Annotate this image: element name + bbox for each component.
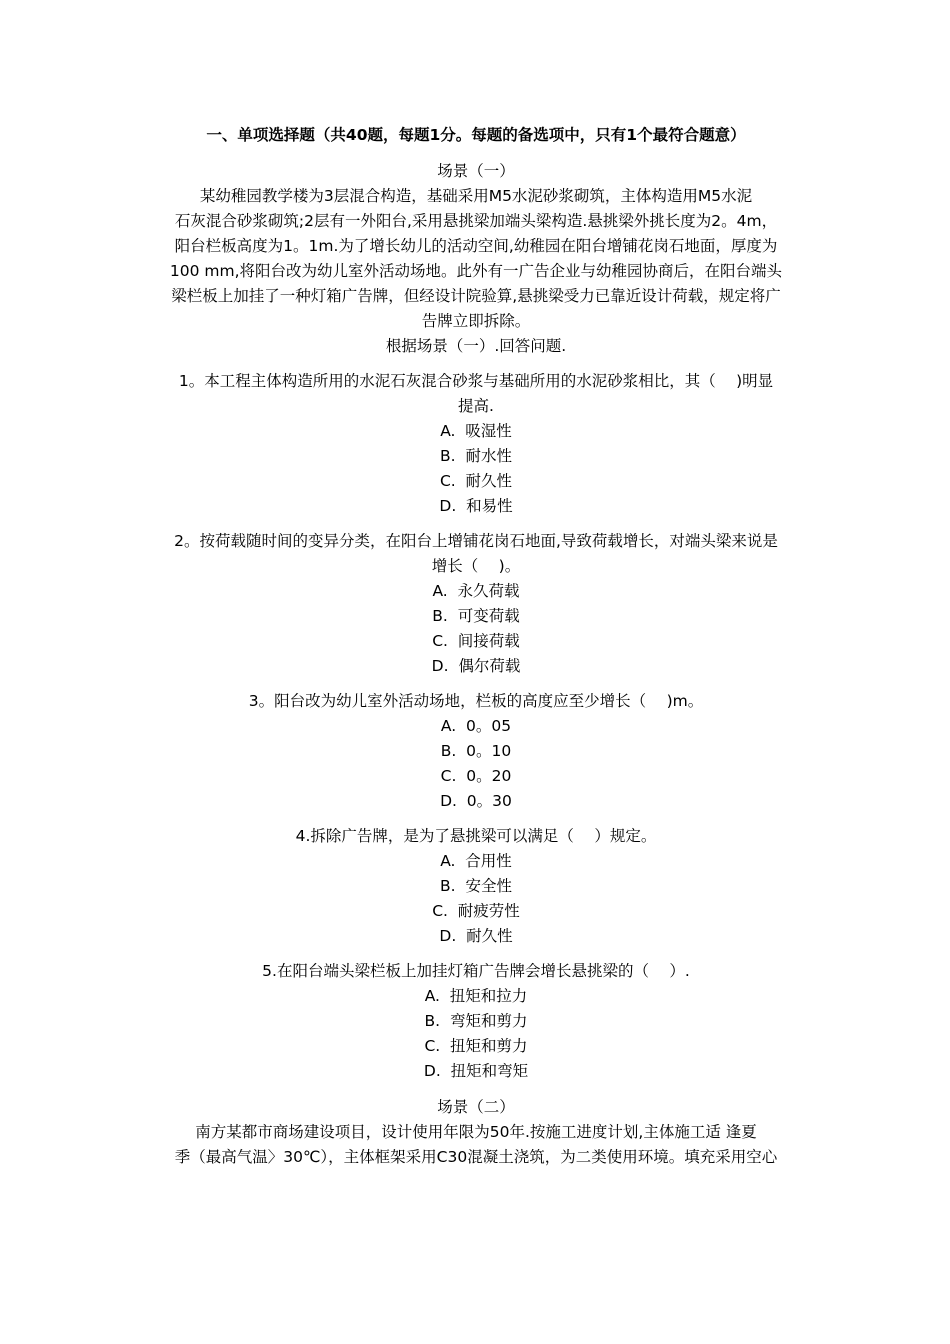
paragraph-line: 季（最高气温〉30℃），主体框架采用C30混凝土浇筑，为二类使用环境。填充采用空心 — [174, 1148, 778, 1166]
option-a: A. 扭矩和拉力 — [424, 987, 528, 1005]
scene-one-paragraph — [148, 184, 804, 334]
option-c: C. 间接荷载 — [432, 632, 520, 650]
paragraph-line: 告牌立即拆除。 — [421, 312, 531, 330]
option-b: B. 安全性 — [440, 877, 512, 895]
option-list — [148, 419, 804, 519]
option-list — [148, 714, 804, 814]
scene-one-title: 场景（一） — [437, 162, 515, 180]
document-page — [148, 122, 804, 1170]
option-c: C. 0。20 — [440, 767, 512, 785]
option-a: A. 0。05 — [440, 717, 512, 735]
option-a: A. 吸湿性 — [440, 422, 512, 440]
question-1 — [148, 369, 804, 519]
option-d: D. 和易性 — [439, 497, 513, 515]
question-4 — [148, 824, 804, 949]
option-c: C. 扭矩和剪力 — [424, 1037, 528, 1055]
option-b: B. 可变荷载 — [432, 607, 520, 625]
option-a: A. 合用性 — [440, 852, 512, 870]
paragraph-line: 100 mm,将阳台改为幼儿室外活动场地。此外有一广告企业与幼稚园协商后，在阳台端头 — [169, 262, 783, 280]
question-stem: 1。本工程主体构造所用的水泥石灰混合砂浆与基础所用的水泥砂浆相比，其（ )明显提高. — [178, 372, 774, 415]
scene-two-title: 场景（二） — [437, 1098, 515, 1116]
option-c: C. 耐久性 — [439, 472, 513, 490]
option-b: B. 耐水性 — [440, 447, 512, 465]
paragraph-line: 石灰混合砂浆砌筑;2层有一外阳台,采用悬挑梁加端头梁构造.悬挑梁外挑长度为2。4m， — [174, 212, 778, 230]
scene-one-prompt: 根据场景（一）.回答问题. — [385, 337, 567, 355]
scene-two-paragraph — [148, 1120, 804, 1170]
option-b: B. 弯矩和剪力 — [424, 1012, 528, 1030]
paragraph-line: 梁栏板上加挂了一种灯箱广告牌，但经设计院验算,悬挑梁受力已靠近设计荷载，规定将广 — [171, 287, 781, 305]
option-c: C. 耐疲劳性 — [432, 902, 520, 920]
question-3 — [148, 689, 804, 814]
paragraph-line: 南方某都市商场建设项目，设计使用年限为50年.按施工进度计划,主体施工适 逢夏 — [195, 1123, 757, 1141]
option-d: D. 耐久性 — [439, 927, 513, 945]
paragraph-line: 某幼稚园教学楼为3层混合构造，基础采用M5水泥砂浆砌筑，主体构造用M5水泥 — [199, 187, 753, 205]
option-list — [148, 984, 804, 1084]
option-list — [148, 579, 804, 679]
option-d: D. 偶尔荷载 — [431, 657, 521, 675]
question-5 — [148, 959, 804, 1084]
option-list — [148, 849, 804, 949]
option-b: B. 0。10 — [440, 742, 512, 760]
option-d: D. 0。30 — [440, 792, 512, 810]
question-stem: 2。按荷载随时间的变异分类，在阳台上增铺花岗石地面,导致荷载增长，对端头梁来说是增长（ )。 — [174, 532, 778, 575]
question-stem: 4.拆除广告牌，是为了悬挑梁可以满足（ ）规定。 — [295, 827, 657, 845]
question-2 — [148, 529, 804, 679]
question-stem: 5.在阳台端头梁栏板上加挂灯箱广告牌会增长悬挑梁的（ ）. — [262, 962, 690, 980]
option-d: D. 扭矩和弯矩 — [423, 1062, 529, 1080]
option-a: A. 永久荷载 — [432, 582, 520, 600]
question-stem: 3。阳台改为幼儿室外活动场地，栏板的高度应至少增长（ )m。 — [248, 692, 704, 710]
paragraph-line: 阳台栏板高度为1。1m.为了增长幼儿的活动空间,幼稚园在阳台增铺花岗石地面，厚度为 — [174, 237, 778, 255]
section-heading: 一、单项选择题（共40题，每题1分。每题的备选项中，只有1个最符合题意） — [206, 126, 746, 144]
